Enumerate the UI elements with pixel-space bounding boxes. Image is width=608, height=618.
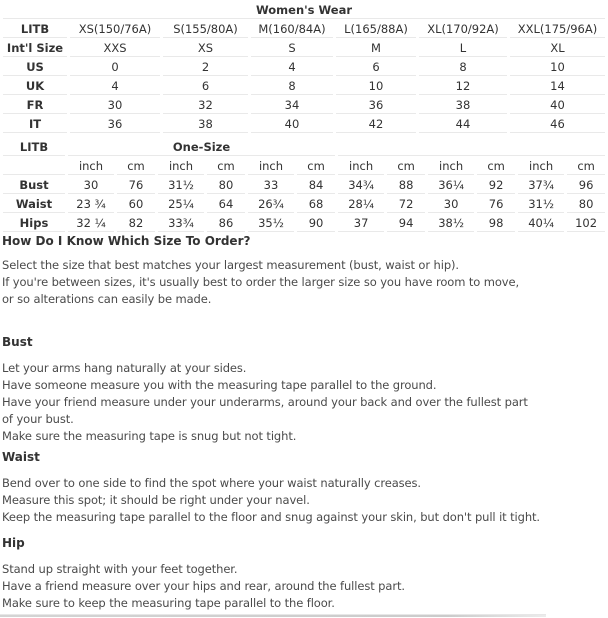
measure-cell: 30 <box>68 176 114 194</box>
units-corner-cell <box>3 157 65 175</box>
measure-cell: 80 <box>567 195 605 213</box>
measure-cell: 38½ <box>428 214 474 232</box>
guide-intro <box>2 257 608 308</box>
size-cell: 42 <box>336 115 416 133</box>
size-cell: 2 <box>163 58 248 76</box>
body-measurement-table <box>0 137 608 233</box>
size-cell: M <box>336 39 416 57</box>
instruction-line: Make sure the measuring tape is snug but not tight. <box>2 429 297 443</box>
hip-section <box>2 535 608 612</box>
instruction-line: Stand up straight with your feet together. <box>2 562 238 576</box>
womens-wear-size-table <box>0 0 608 134</box>
unit-header: cm <box>477 157 515 175</box>
measure-cell: 35½ <box>248 214 294 232</box>
size-cell: 4 <box>70 77 160 95</box>
measure-cell: 34¾ <box>338 176 384 194</box>
size-cell: L(165/88A) <box>336 20 416 38</box>
measure-cell: 28¼ <box>338 195 384 213</box>
unit-header: inch <box>248 157 294 175</box>
measure-cell: 60 <box>117 195 155 213</box>
measure-corner-label: LITB <box>3 138 65 156</box>
waist-heading: Waist <box>2 450 40 464</box>
size-cell: 4 <box>251 58 333 76</box>
instruction-line: Bend over to one side to find the spot where your waist naturally creases. <box>2 476 421 490</box>
measure-cell: 72 <box>387 195 425 213</box>
size-cell: 36 <box>70 115 160 133</box>
size-cell: 12 <box>419 77 507 95</box>
size-cell: 34 <box>251 96 333 114</box>
size-cell: 40 <box>510 96 605 114</box>
size-row-intl <box>3 39 605 57</box>
row-label: US <box>3 58 67 76</box>
size-cell: 46 <box>510 115 605 133</box>
row-label: Hips <box>3 214 65 232</box>
measure-cell: 86 <box>207 214 245 232</box>
measure-cell: 102 <box>567 214 605 232</box>
measure-cell: 96 <box>567 176 605 194</box>
unit-header: cm <box>567 157 605 175</box>
measure-cell: 64 <box>207 195 245 213</box>
measure-cell: 33¾ <box>158 214 204 232</box>
measure-cell: 26¾ <box>248 195 294 213</box>
measure-cell: 37¾ <box>518 176 564 194</box>
size-cell: S(155/80A) <box>163 20 248 38</box>
intro-line: If you're between sizes, it's usually best to order the larger size so you have room to move, <box>2 275 520 289</box>
size-cell: XXL(175/96A) <box>510 20 605 38</box>
instruction-line: of your bust. <box>2 412 74 426</box>
measure-cell: 36¼ <box>428 176 474 194</box>
measure-cell: 31½ <box>518 195 564 213</box>
size-cell: XL <box>510 39 605 57</box>
unit-header: inch <box>338 157 384 175</box>
unit-header: cm <box>207 157 245 175</box>
measure-cell: 30 <box>428 195 474 213</box>
size-cell: L <box>419 39 507 57</box>
size-cell: 32 <box>163 96 248 114</box>
instruction-line: Make sure to keep the measuring tape parallel to the floor. <box>2 596 335 610</box>
size-cell: 10 <box>336 77 416 95</box>
size-cell: 38 <box>419 96 507 114</box>
row-label: IT <box>3 115 67 133</box>
measure-cell: 92 <box>477 176 515 194</box>
size-cell: M(160/84A) <box>251 20 333 38</box>
measure-cell: 68 <box>297 195 335 213</box>
instruction-line: Let your arms hang naturally at your sides. <box>2 361 247 375</box>
row-label: UK <box>3 77 67 95</box>
size-cell: 0 <box>70 58 160 76</box>
unit-header: inch <box>518 157 564 175</box>
size-cell: XL(170/92A) <box>419 20 507 38</box>
measure-cell: 31½ <box>158 176 204 194</box>
bust-instructions <box>2 360 608 445</box>
bottom-divider <box>0 614 546 617</box>
bust-heading: Bust <box>2 335 33 349</box>
measure-cell: 76 <box>117 176 155 194</box>
measure-row-waist <box>3 195 605 213</box>
unit-header: cm <box>117 157 155 175</box>
waist-section <box>2 449 608 526</box>
size-cell: 6 <box>163 77 248 95</box>
unit-header: inch <box>428 157 474 175</box>
size-cell: S <box>251 39 333 57</box>
measure-cell: 94 <box>387 214 425 232</box>
instruction-line: Keep the measuring tape parallel to the floor and snug against your skin, but don't pull it tight. <box>2 510 540 524</box>
bust-section <box>2 334 608 445</box>
measure-cell: 40¼ <box>518 214 564 232</box>
measure-row-bust <box>3 176 605 194</box>
size-row-litb <box>3 20 605 38</box>
size-cell: 8 <box>251 77 333 95</box>
guide-heading: How Do I Know Which Size To Order? <box>2 234 251 248</box>
measure-row-hips <box>3 214 605 232</box>
size-cell: 40 <box>251 115 333 133</box>
unit-header: inch <box>68 157 114 175</box>
size-cell: 38 <box>163 115 248 133</box>
size-cell: XS(150/76A) <box>70 20 160 38</box>
size-cell: 8 <box>419 58 507 76</box>
measure-cell: 80 <box>207 176 245 194</box>
measure-cell: 84 <box>297 176 335 194</box>
size-row-us <box>3 58 605 76</box>
size-cell: 30 <box>70 96 160 114</box>
size-table-title-row <box>3 1 605 19</box>
measure-cell: 25¼ <box>158 195 204 213</box>
measure-cell: 88 <box>387 176 425 194</box>
measure-cell: 33 <box>248 176 294 194</box>
size-table-title: Women's Wear <box>3 1 605 19</box>
measure-cell: 37 <box>338 214 384 232</box>
unit-header: inch <box>158 157 204 175</box>
size-row-fr <box>3 96 605 114</box>
instruction-line: Have your friend measure under your underarms, around your back and over the fullest part <box>2 395 528 409</box>
hip-heading: Hip <box>2 536 25 550</box>
intro-line: Select the size that best matches your largest measurement (bust, waist or hip). <box>2 258 459 272</box>
hip-instructions <box>2 561 608 612</box>
size-cell: 6 <box>336 58 416 76</box>
measure-cell: 76 <box>477 195 515 213</box>
row-label: Int'l Size <box>3 39 67 57</box>
row-label: Bust <box>3 176 65 194</box>
row-label: FR <box>3 96 67 114</box>
measure-cell: 23 ¾ <box>68 195 114 213</box>
unit-header: cm <box>297 157 335 175</box>
units-row <box>3 157 605 175</box>
size-cell: 36 <box>336 96 416 114</box>
waist-instructions <box>2 475 608 526</box>
size-cell: 44 <box>419 115 507 133</box>
row-label: LITB <box>3 20 67 38</box>
row-label: Waist <box>3 195 65 213</box>
size-cell: XXS <box>70 39 160 57</box>
unit-header: cm <box>387 157 425 175</box>
size-cell: XS <box>163 39 248 57</box>
one-size-header: One-Size <box>68 138 335 156</box>
instruction-line: Measure this spot; it should be right under your navel. <box>2 493 310 507</box>
size-cell: 14 <box>510 77 605 95</box>
measure-cell: 32 ¼ <box>68 214 114 232</box>
measure-cell: 90 <box>297 214 335 232</box>
instruction-line: Have someone measure you with the measuring tape parallel to the ground. <box>2 378 437 392</box>
size-row-uk <box>3 77 605 95</box>
size-cell: 10 <box>510 58 605 76</box>
size-row-it <box>3 115 605 133</box>
instruction-line: Have a friend measure over your hips and rear, around the fullest part. <box>2 579 405 593</box>
measure-cell: 98 <box>477 214 515 232</box>
header-spacer <box>338 138 605 156</box>
measuring-guide <box>0 233 608 612</box>
measure-header-row <box>3 138 605 156</box>
measure-cell: 82 <box>117 214 155 232</box>
intro-line: or so alterations can easily be made. <box>2 292 212 306</box>
